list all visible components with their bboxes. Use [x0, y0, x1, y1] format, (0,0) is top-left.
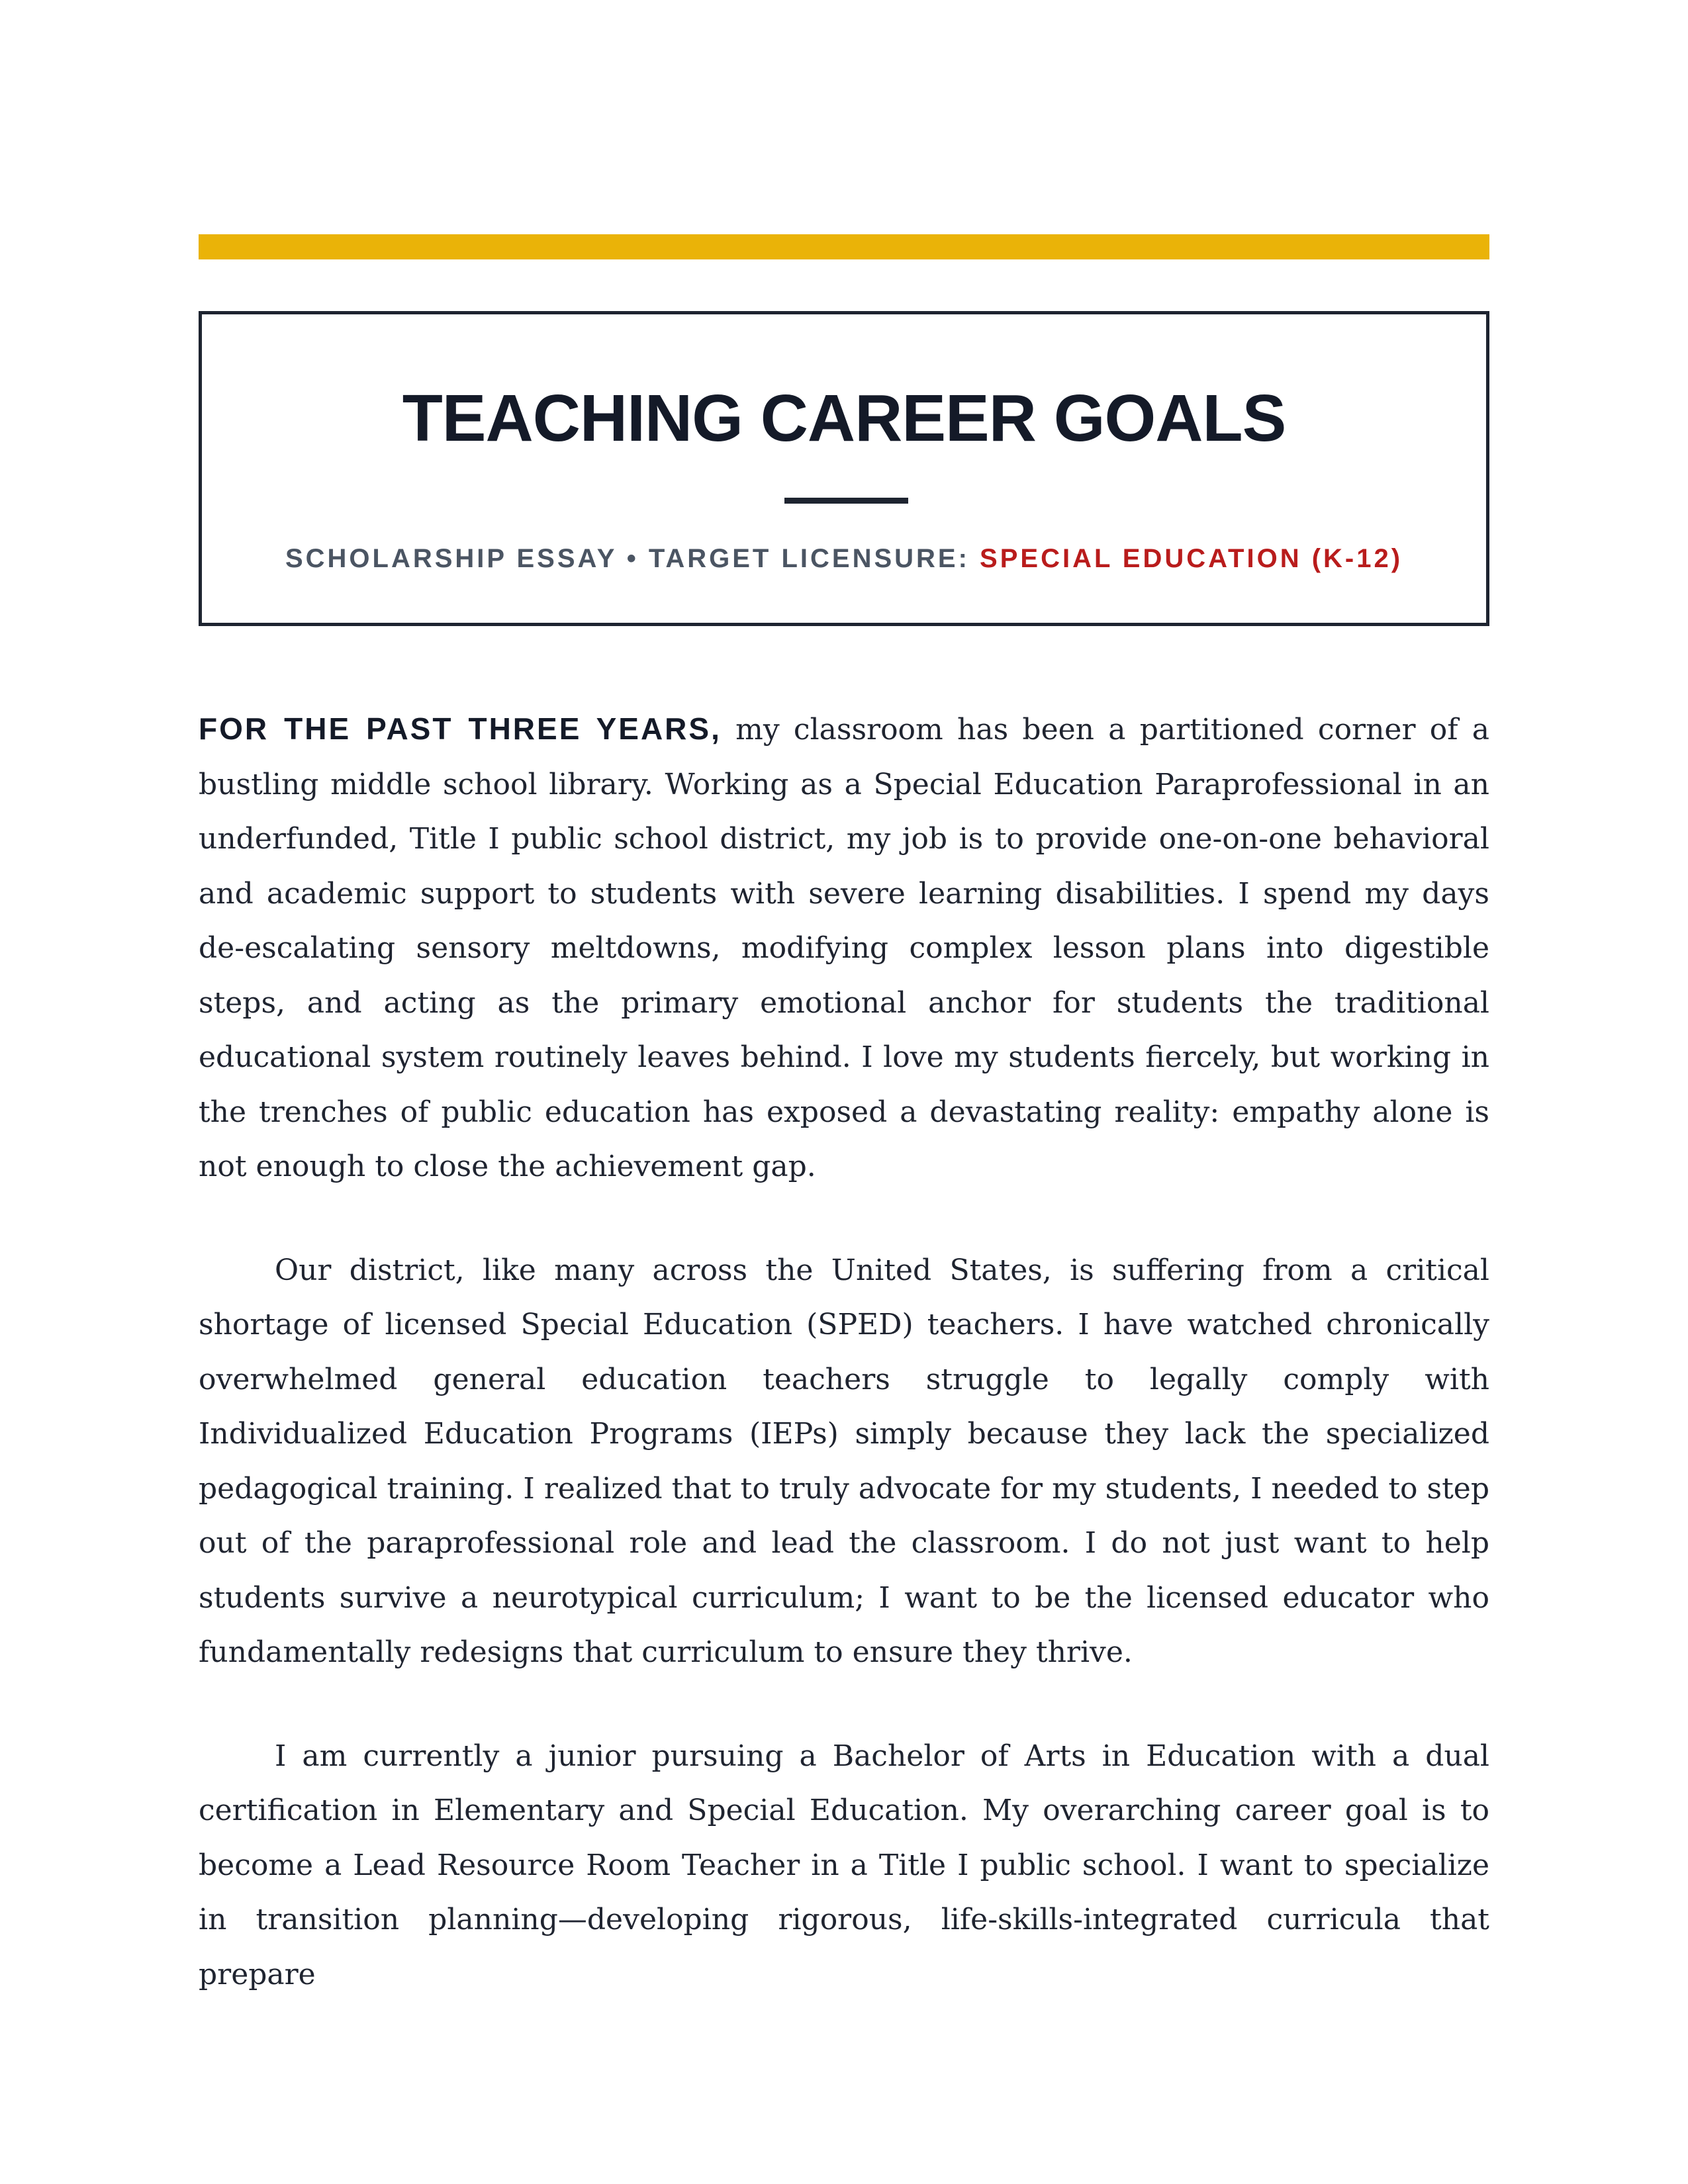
- title-divider: [784, 498, 908, 504]
- lead-in: FOR THE PAST THREE YEARS,: [199, 711, 722, 746]
- essay-paragraph-3: I am currently a junior pursuing a Bachelor of Arts in Education with a dual certification in Elementary and Special Education. My overarching career goal is to become a Lead Resource Room Teacher in a Title I public school. I want to specialize in transition planning—developing rigorous, life-skills-integrated curricula that prepare: [199, 1739, 1489, 1991]
- document-page: [199, 0, 1489, 2184]
- accent-bar: [199, 234, 1489, 259]
- subtitle-prefix: SCHOLARSHIP ESSAY • TARGET LICENSURE:: [285, 544, 980, 573]
- paragraph-1-text: my classroom has been a partitioned corner of a bustling middle school library. Working as a Special Education Paraprofessional in an underfunded, Title I public school district, my job is to provide one-on-one behavioral and academic support to students with severe learning disabilities. I spend my days de-escalating sensory meltdowns, modifying complex lesson plans into digestible steps, and acting as the primary emotional anchor for students the traditional educational system routinely leaves behind. I love my students fiercely, but working in the trenches of public education has exposed a devastating reality: empathy alone is not enough to close the achievement gap.: [199, 713, 1489, 1183]
- essay-paragraph-2: Our district, like many across the United States, is suffering from a critical shortage of licensed Special Education (SPED) teachers. I have watched chronically overwhelmed general education teachers struggle to legally comply with Individualized Education Programs (IEPs) simply because they lack the specialized pedagogical training. I realized that to truly advocate for my students, I needed to step out of the paraprofessional role and lead the classroom. I do not just want to help students survive a neurotypical curriculum; I want to be the licensed educator who fundamentally redesigns that curriculum to ensure they thrive.: [199, 1253, 1489, 1669]
- page-title: TEACHING CAREER GOALS: [402, 381, 1286, 455]
- subtitle: [202, 543, 1486, 574]
- subtitle-licensure: SPECIAL EDUCATION (K-12): [980, 544, 1403, 573]
- title-box: [199, 311, 1489, 626]
- essay-body: [199, 702, 1489, 2051]
- essay-paragraph-1: [199, 702, 1489, 1195]
